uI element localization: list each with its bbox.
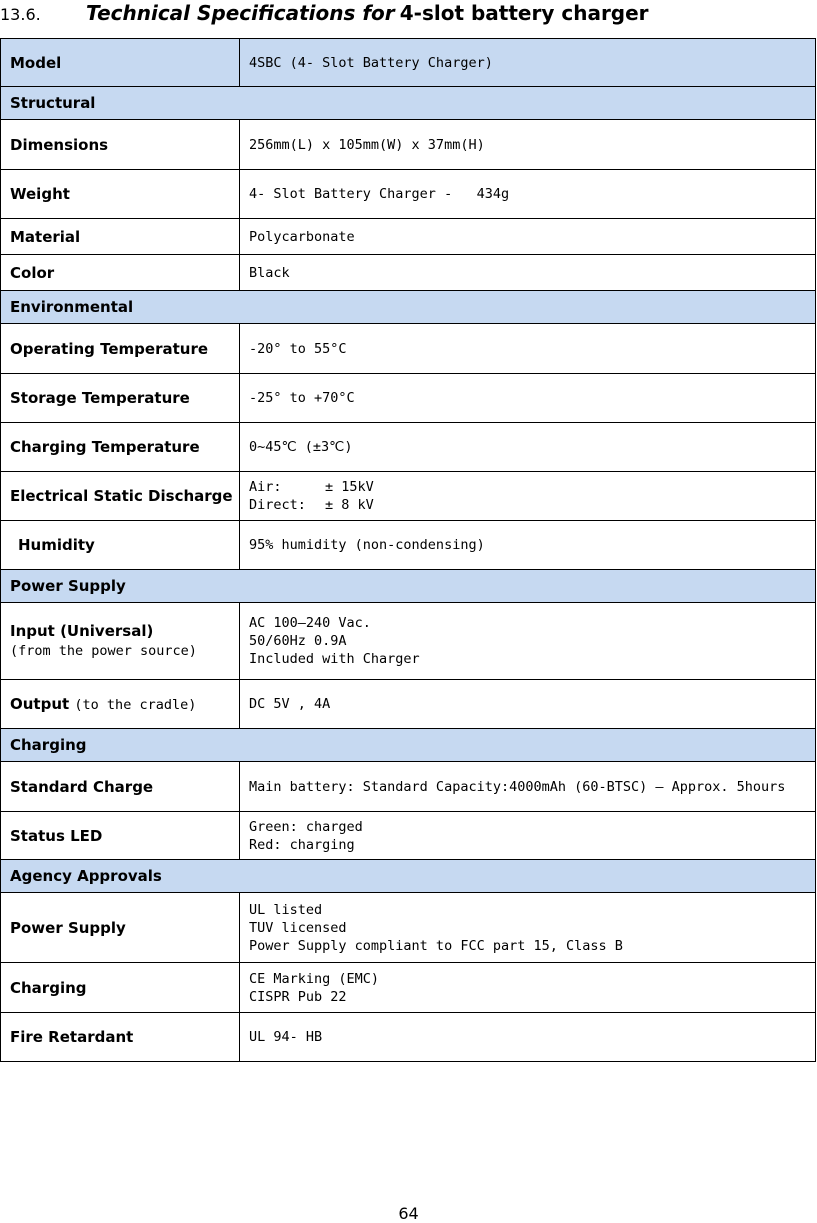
standard-charge-label: Standard Charge	[1, 762, 240, 812]
table-row-model	[1, 39, 816, 87]
model-label: Model	[1, 39, 240, 87]
weight-label: Weight	[1, 170, 240, 219]
esd-direct-label: Direct:	[249, 497, 306, 513]
esd-value	[240, 472, 816, 521]
agency-charging-label: Charging	[1, 963, 240, 1013]
charging-temperature-value: 0~45℃ (±3℃)	[240, 423, 816, 472]
section-row-agency	[1, 860, 816, 893]
section-title-power-supply: Power Supply	[1, 570, 816, 603]
table-row	[1, 762, 816, 812]
input-label: Input (Universal)	[10, 622, 154, 640]
section-title-italic: Technical Specifications for	[86, 1, 395, 25]
output-label-cell	[1, 680, 240, 729]
section-number: 13.6.	[0, 5, 41, 24]
table-row	[1, 120, 816, 170]
dimensions-label: Dimensions	[1, 120, 240, 170]
dimensions-value: 256mm(L) x 105mm(W) x 37mm(H)	[240, 120, 816, 170]
storage-temperature-value: -25° to +70°C	[240, 374, 816, 423]
agency-charging-line: CISPR Pub 22	[249, 988, 347, 1005]
spec-table	[0, 38, 816, 1062]
esd-air-label: Air:	[249, 479, 282, 495]
agency-power-supply-label: Power Supply	[1, 893, 240, 963]
esd-air-line	[249, 478, 806, 496]
color-label: Color	[1, 255, 240, 291]
esd-direct-value: ± 8 kV	[325, 497, 374, 513]
agency-power-line: TUV licensed	[249, 919, 347, 936]
agency-charging-line: CE Marking (EMC)	[249, 970, 380, 987]
table-row	[1, 255, 816, 291]
input-value	[240, 603, 816, 680]
model-value: 4SBC (4- Slot Battery Charger)	[240, 39, 816, 87]
section-title-structural: Structural	[1, 87, 816, 120]
esd-direct-line	[249, 496, 806, 514]
section-title-charging: Charging	[1, 729, 816, 762]
input-line: 50/60Hz 0.9A	[249, 633, 347, 649]
color-value: Black	[240, 255, 816, 291]
table-row	[1, 170, 816, 219]
table-row	[1, 1013, 816, 1062]
table-row	[1, 680, 816, 729]
output-value: DC 5V , 4A	[240, 680, 816, 729]
input-label-cell	[1, 603, 240, 680]
section-row-environmental	[1, 291, 816, 324]
table-row	[1, 324, 816, 374]
table-row	[1, 521, 816, 570]
input-sublabel: (from the power source)	[10, 643, 197, 659]
table-row	[1, 472, 816, 521]
page-number: 64	[398, 1204, 419, 1223]
storage-temperature-label: Storage Temperature	[1, 374, 240, 423]
agency-charging-value	[240, 963, 816, 1013]
status-led-label: Status LED	[1, 812, 240, 860]
operating-temperature-value: -20° to 55°C	[240, 324, 816, 374]
fire-retardant-value: UL 94- HB	[240, 1013, 816, 1062]
table-row	[1, 963, 816, 1013]
humidity-value: 95% humidity (non-condensing)	[240, 521, 816, 570]
humidity-label-cell	[1, 521, 240, 570]
table-row	[1, 893, 816, 963]
status-led-line: Red: charging	[249, 836, 355, 853]
esd-air-value: ± 15kV	[325, 479, 374, 495]
table-row	[1, 812, 816, 860]
section-row-charging	[1, 729, 816, 762]
esd-label: Electrical Static Discharge	[1, 472, 240, 521]
section-row-structural	[1, 87, 816, 120]
output-label: Output	[10, 695, 70, 713]
humidity-label: Humidity	[18, 536, 95, 554]
charging-temperature-label: Charging Temperature	[1, 423, 240, 472]
standard-charge-value: Main battery: Standard Capacity:4000mAh (60-BTSC) – Approx. 5hours	[240, 762, 816, 812]
section-title-rest: 4-slot battery charger	[399, 1, 649, 25]
section-title-agency: Agency Approvals	[1, 860, 816, 893]
fire-retardant-label: Fire Retardant	[1, 1013, 240, 1062]
material-value: Polycarbonate	[240, 219, 816, 255]
operating-temperature-label: Operating Temperature	[1, 324, 240, 374]
section-title-environmental: Environmental	[1, 291, 816, 324]
material-label: Material	[1, 219, 240, 255]
status-led-line: Green: charged	[249, 818, 363, 835]
agency-power-line: Power Supply compliant to FCC part 15, Class B	[249, 937, 623, 954]
section-row-power-supply	[1, 570, 816, 603]
agency-power-line: UL listed	[249, 901, 323, 918]
table-row	[1, 374, 816, 423]
input-line: AC 100–240 Vac.	[249, 615, 371, 631]
table-row	[1, 603, 816, 680]
table-row	[1, 219, 816, 255]
agency-power-supply-value	[240, 893, 816, 963]
input-line: Included with Charger	[249, 651, 420, 667]
output-sublabel: (to the cradle)	[74, 697, 197, 713]
table-row	[1, 423, 816, 472]
weight-value: 4- Slot Battery Charger - 434g	[240, 170, 816, 219]
section-heading	[0, 0, 649, 26]
status-led-value	[240, 812, 816, 860]
